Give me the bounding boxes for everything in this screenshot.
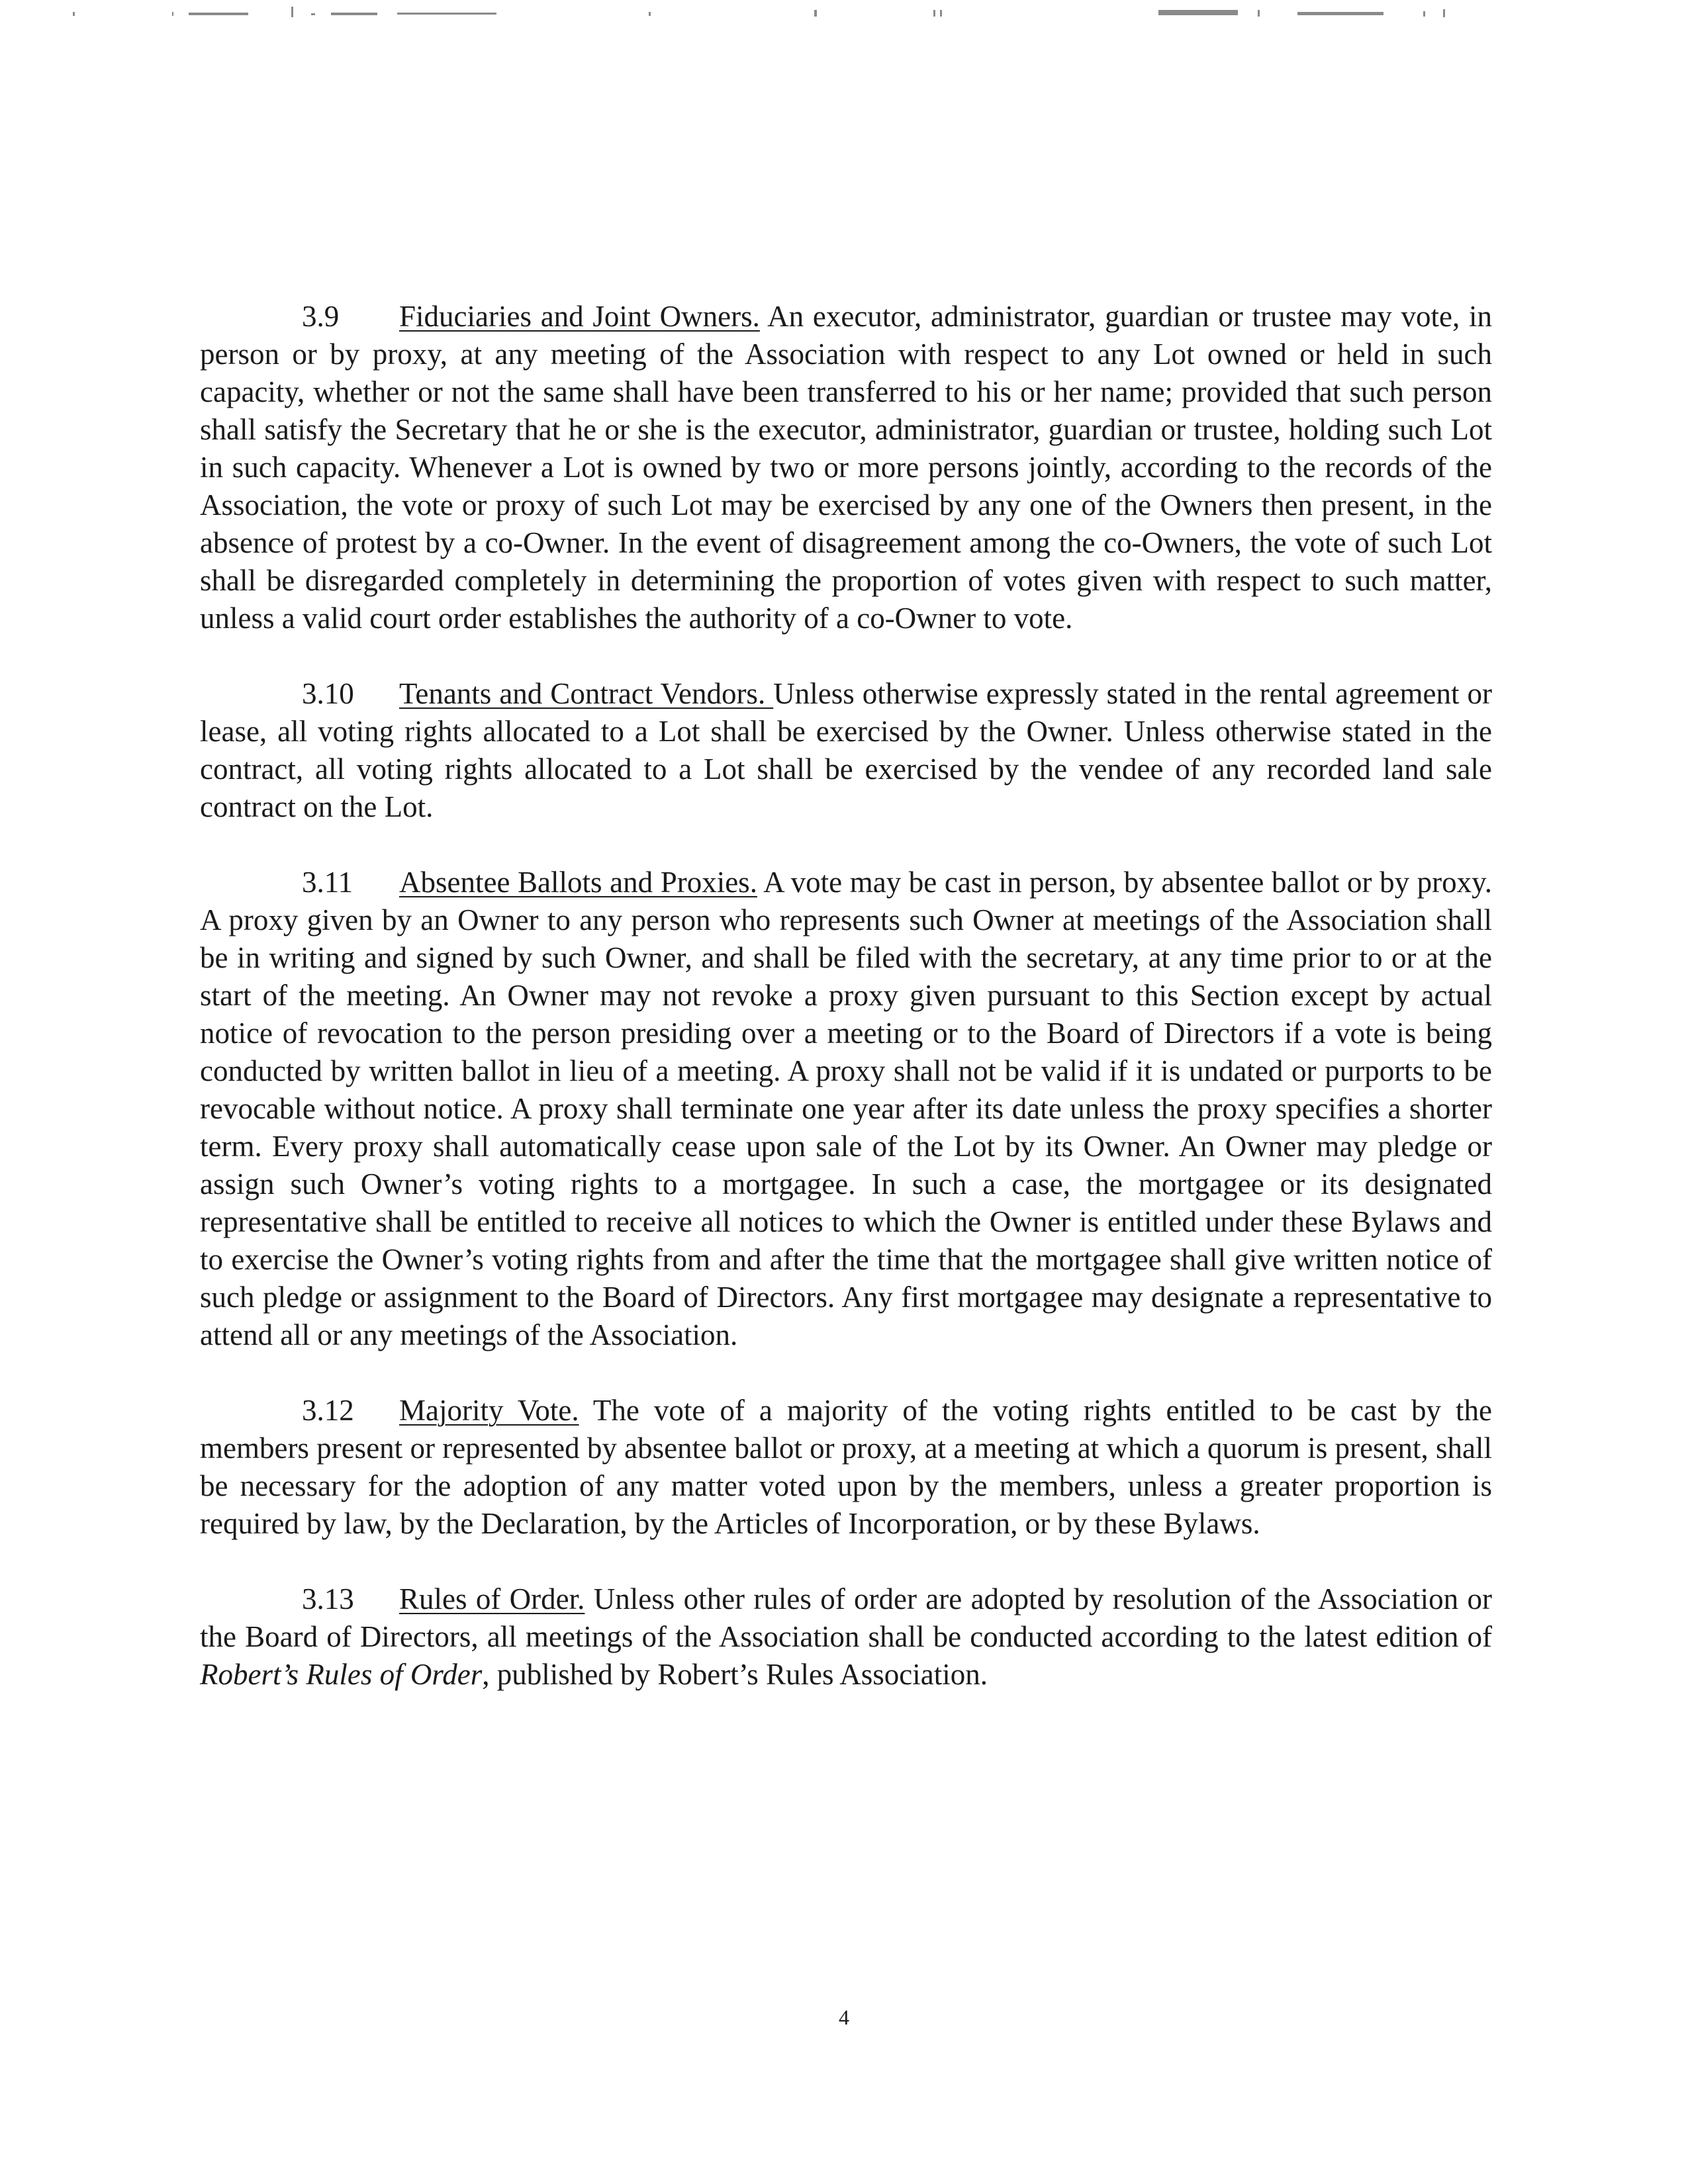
section-heading: Rules of Order. [399, 1582, 585, 1615]
section-heading: Absentee Ballots and Proxies. [399, 866, 757, 899]
section-heading: Majority Vote. [399, 1394, 579, 1427]
section-number: 3.9 [302, 300, 340, 333]
section-number: 3.10 [302, 677, 354, 710]
section-3-9 [200, 298, 1492, 637]
section-3-10 [200, 675, 1492, 826]
scan-artifact-marks [73, 5, 1463, 20]
section-body: The vote of a majority of the voting rights entitled to be cast by the members present or represented by absentee ballot or proxy, at a meeting at which a quorum is present, shall be necessary for the adoption of any matter voted upon by the members, unless a greater proportion is required by law, by the Declaration, by the Articles of Incorporation, or by these Bylaws. [200, 1394, 1492, 1540]
section-3-12 [200, 1392, 1492, 1543]
section-number: 3.11 [302, 866, 353, 899]
section-heading: Tenants and Contract Vendors. [399, 677, 774, 710]
section-number: 3.13 [302, 1582, 354, 1615]
section-heading: Fiduciaries and Joint Owners. [399, 300, 760, 333]
section-number: 3.12 [302, 1394, 354, 1427]
document-body [200, 298, 1492, 1731]
book-title: Robert’s Rules of Order [200, 1658, 483, 1691]
section-3-11 [200, 864, 1492, 1354]
section-body: Unless otherwise expressly stated in the rental agreement or lease, all voting rights allocated to a Lot shall be exercised by the Owner. Unless otherwise stated in the contract, all voting rights allocated to a Lot shall be exercised by the vendee of any recorded land sale contract on the Lot. [200, 677, 1492, 823]
page-number: 4 [839, 2005, 849, 2029]
section-body: An executor, administrator, guardian or trustee may vote, in person or by proxy, at any meeting of the Association with respect to any Lot owned or held in such capacity, whether or not the same shall have been transferred to his or her name; provided that such person shall satisfy the Secretary that he or she is the executor, administrator, guardian or trustee, holding such Lot in such capacity. Whenever a Lot is owned by two or more persons jointly, according to the records of the Association, the vote or proxy of such Lot may be exercised by any one of the Owners then present, in the absence of protest by a co-Owner. In the event of disagreement among the co-Owners, the vote of such Lot shall be disregarded completely in determining the proportion of votes given with respect to such matter, unless a valid court order establishes the authority of a co-Owner to vote. [200, 300, 1492, 635]
section-body: Unless other rules of order are adopted by resolution of the Association or the Board of Directors, all meetings of the Association shall be conducted according to the latest edition of [200, 1582, 1492, 1653]
section-body-end: , published by Robert’s Rules Association. [482, 1658, 988, 1691]
section-3-13 [200, 1580, 1492, 1694]
section-body: A vote may be cast in person, by absentee ballot or by proxy. A proxy given by an Owner to any person who represents such Owner at meetings of the Association shall be in writing and signed by such Owner, and shall be filed with the secretary, at any time prior to or at the start of the meeting. An Owner may not revoke a proxy given pursuant to this Section except by actual notice of revocation to the person presiding over a meeting or to the Board of Directors if a vote is being conducted by written ballot in lieu of a meeting. A proxy shall not be valid if it is undated or purports to be revocable without notice. A proxy shall terminate one year after its date unless the proxy specifies a shorter term. Every proxy shall automatically cease upon sale of the Lot by its Owner. An Owner may pledge or assign such Owner’s voting rights to a mortgagee. In such a case, the mortgagee or its designated representative shall be entitled to receive all notices to which the Owner is entitled under these Bylaws and to exercise the Owner’s voting rights from and after the time that the mortgagee shall give written notice of such pledge or assignment to the Board of Directors. Any first mortgagee may designate a representative to attend all or any meetings of the Association. [200, 866, 1492, 1351]
